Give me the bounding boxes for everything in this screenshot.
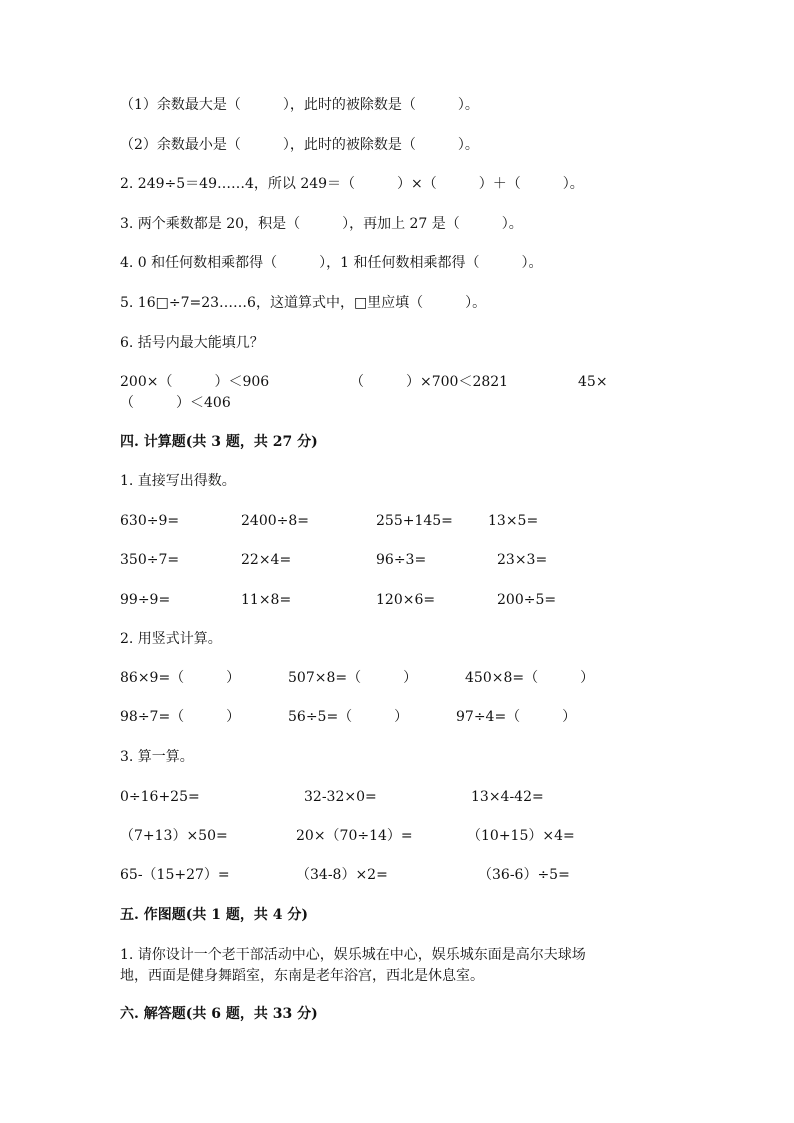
question-5: 5. 16□÷7=23……6，这道算式中，□里应填（ ）。 — [120, 295, 487, 311]
mixed-cell: （34-8）×2= — [296, 867, 388, 883]
direct-cell: 630÷9= — [120, 513, 180, 529]
direct-cell: 13×5= — [488, 513, 539, 529]
question-6-item-a: 200×（ ）＜906 — [120, 374, 270, 390]
mixed-cell: 32-32×0= — [304, 789, 377, 805]
mixed-cell: （7+13）×50= — [120, 828, 228, 844]
mixed-cell: 13×4-42= — [471, 789, 544, 805]
question-2: 2. 249÷5＝49……4，所以 249＝（ ）×（ ）＋（ ）。 — [120, 176, 584, 192]
vertical-cell: 98÷7=（ ） — [120, 709, 241, 725]
drawing-question-1-line-1: 1. 请你设计一个老干部活动中心，娱乐城在中心，娱乐城东面是高尔夫球场 — [120, 947, 586, 963]
vertical-cell: 56÷5=（ ） — [288, 709, 409, 725]
mixed-cell: （36-6）÷5= — [478, 867, 570, 883]
direct-cell: 200÷5= — [497, 592, 557, 608]
direct-cell: 255+145= — [376, 513, 453, 529]
direct-cell: 2400÷8= — [241, 513, 309, 529]
vertical-cell: 86×9=（ ） — [120, 670, 241, 686]
calc-question-2: 2. 用竖式计算。 — [120, 631, 222, 647]
direct-cell: 99÷9= — [120, 592, 171, 608]
direct-cell: 350÷7= — [120, 552, 180, 568]
section-4-heading: 四. 计算题(共 3 题，共 27 分) — [120, 434, 318, 450]
calc-question-1: 1. 直接写出得数。 — [120, 473, 236, 489]
question-6-item-c: 45× — [578, 374, 608, 390]
drawing-question-1-line-2: 地，西面是健身舞蹈室，东南是老年浴宫，西北是休息室。 — [120, 968, 484, 984]
vertical-cell: 507×8=（ ） — [288, 670, 418, 686]
question-1-part-1: （1）余数最大是（ ），此时的被除数是（ ）。 — [120, 97, 479, 113]
section-5-heading: 五. 作图题(共 1 题，共 4 分) — [120, 907, 308, 923]
question-4: 4. 0 和任何数相乘都得（ ），1 和任何数相乘都得（ ）。 — [120, 255, 543, 271]
direct-cell: 11×8= — [241, 592, 292, 608]
mixed-cell: 65-（15+27）= — [120, 867, 230, 883]
vertical-cell: 450×8=（ ） — [465, 670, 595, 686]
section-6-heading: 六. 解答题(共 6 题，共 33 分) — [120, 1006, 318, 1022]
question-6-item-b: （ ）×700＜2821 — [350, 374, 509, 390]
question-1-part-2: （2）余数最小是（ ），此时的被除数是（ ）。 — [120, 137, 479, 153]
vertical-cell: 97÷4=（ ） — [456, 709, 577, 725]
mixed-cell: 20×（70÷14）= — [296, 828, 413, 844]
question-6-item-c-cont: （ ）＜406 — [120, 395, 231, 411]
mixed-cell: （10+15）×4= — [467, 828, 575, 844]
direct-cell: 120×6= — [376, 592, 436, 608]
direct-cell: 22×4= — [241, 552, 292, 568]
question-3: 3. 两个乘数都是 20，积是（ ），再加上 27 是（ ）。 — [120, 216, 523, 232]
calc-question-3: 3. 算一算。 — [120, 749, 194, 765]
question-6: 6. 括号内最大能填几？ — [120, 335, 264, 351]
direct-cell: 23×3= — [497, 552, 548, 568]
direct-cell: 96÷3= — [376, 552, 427, 568]
mixed-cell: 0÷16+25= — [120, 789, 200, 805]
